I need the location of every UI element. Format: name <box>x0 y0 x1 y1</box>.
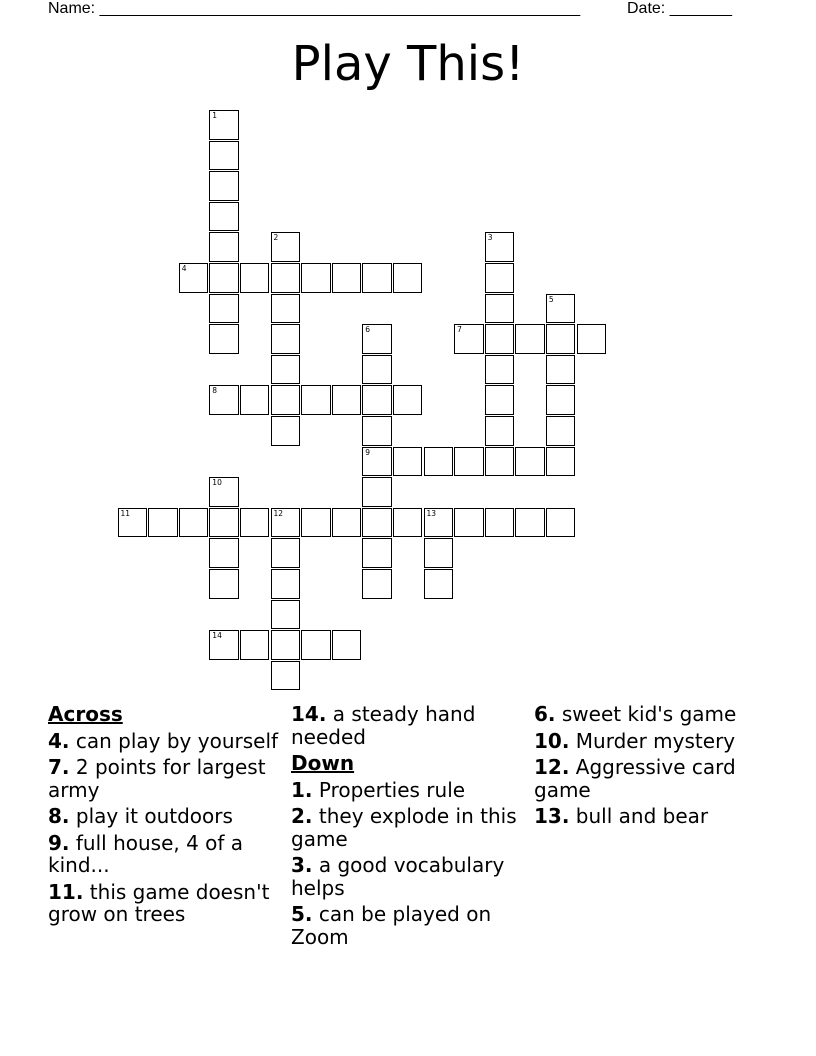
crossword-cell[interactable] <box>209 294 239 324</box>
crossword-cell[interactable] <box>362 477 392 507</box>
crossword-cell[interactable] <box>332 508 362 538</box>
crossword-cell[interactable] <box>485 508 515 538</box>
clue-number-label: 10 <box>212 478 222 488</box>
clue-number: 5. <box>291 902 313 926</box>
down-clue <box>291 779 527 802</box>
down-heading: Down <box>291 751 355 775</box>
crossword-cell[interactable] <box>485 232 515 262</box>
crossword-cell[interactable] <box>301 263 331 293</box>
clue-column-3 <box>534 703 770 832</box>
clue-number-label: 3 <box>487 233 493 243</box>
crossword-cell[interactable] <box>362 324 392 354</box>
clue-text: a good vocabulary helps <box>291 853 505 900</box>
clue-text: Murder mystery <box>575 728 736 753</box>
down-clue <box>291 854 527 899</box>
clue-number: 10. <box>534 728 570 753</box>
down-clue <box>534 805 770 828</box>
across-clue <box>48 730 284 753</box>
crossword-cell[interactable] <box>362 263 392 293</box>
crossword-cell[interactable] <box>454 447 484 477</box>
crossword-cell[interactable] <box>362 508 392 538</box>
crossword-cell[interactable] <box>209 110 239 140</box>
down-clue <box>291 903 527 948</box>
clue-number: 4. <box>48 728 70 753</box>
date-field-label[interactable]: Date: _______ <box>627 0 732 17</box>
crossword-cell[interactable] <box>271 294 301 324</box>
crossword-cell[interactable] <box>424 447 454 477</box>
crossword-cell[interactable] <box>271 355 301 385</box>
crossword-cell[interactable] <box>485 447 515 477</box>
clue-text: Properties rule <box>318 777 466 802</box>
crossword-cell[interactable] <box>515 447 545 477</box>
clue-number-label: 6 <box>365 325 371 335</box>
crossword-cell[interactable] <box>424 508 454 538</box>
across-heading: Across <box>48 702 123 726</box>
crossword-cell[interactable] <box>209 538 239 568</box>
crossword-cell[interactable] <box>546 385 576 415</box>
crossword-cell[interactable] <box>209 232 239 262</box>
clue-text: a steady hand needed <box>291 702 476 749</box>
crossword-cell[interactable] <box>240 263 270 293</box>
crossword-cell[interactable] <box>209 263 239 293</box>
crossword-cell[interactable] <box>577 324 607 354</box>
down-clue <box>534 703 770 726</box>
crossword-cell[interactable] <box>271 661 301 691</box>
down-clue <box>291 805 527 850</box>
clue-text: Aggressive card game <box>534 755 736 802</box>
crossword-cell[interactable] <box>209 569 239 599</box>
clue-text: this game doesn't grow on trees <box>48 879 270 926</box>
crossword-cell[interactable] <box>393 447 423 477</box>
crossword-cell[interactable] <box>301 630 331 660</box>
clue-text: can be played on Zoom <box>291 902 492 949</box>
crossword-cell[interactable] <box>393 385 423 415</box>
crossword-cell[interactable] <box>485 416 515 446</box>
crossword-cell[interactable] <box>271 508 301 538</box>
crossword-cell[interactable] <box>209 324 239 354</box>
clue-number: 9. <box>48 830 70 855</box>
crossword-cell[interactable] <box>209 477 239 507</box>
crossword-cell[interactable] <box>179 508 209 538</box>
clue-number: 13. <box>534 804 570 828</box>
clue-text: full house, 4 of a kind... <box>48 830 244 877</box>
down-clue <box>534 730 770 753</box>
crossword-cell[interactable] <box>546 355 576 385</box>
clue-number-label: 1 <box>212 111 218 120</box>
across-clue <box>48 832 284 877</box>
clue-number-label: 12 <box>273 508 284 518</box>
clue-number-label: 2 <box>273 233 279 243</box>
crossword-cell[interactable] <box>362 416 392 446</box>
clue-number: 12. <box>534 755 570 779</box>
crossword-cell[interactable] <box>362 569 392 599</box>
clue-number: 3. <box>291 853 313 877</box>
crossword-cell[interactable] <box>179 263 209 293</box>
crossword-cell[interactable] <box>209 171 239 201</box>
crossword-cell[interactable] <box>271 263 301 293</box>
crossword-cell[interactable] <box>271 600 301 630</box>
across-clue <box>48 805 284 828</box>
page-title: Play This! <box>291 36 525 92</box>
crossword-cell[interactable] <box>118 508 148 538</box>
clue-column-1 <box>48 703 284 930</box>
clue-column-2 <box>291 703 527 952</box>
crossword-cell[interactable] <box>271 416 301 446</box>
clue-text: they explode in this game <box>291 804 517 851</box>
crossword-cell[interactable] <box>362 355 392 385</box>
crossword-cell[interactable] <box>546 447 576 477</box>
down-clue <box>534 756 770 801</box>
across-clue <box>291 703 527 748</box>
crossword-cell[interactable] <box>485 263 515 293</box>
crossword-cell[interactable] <box>240 385 270 415</box>
clue-number-label: 7 <box>457 325 462 335</box>
clue-number: 11. <box>48 879 84 904</box>
crossword-cell[interactable] <box>485 385 515 415</box>
clue-number-label: 13 <box>426 508 437 518</box>
crossword-cell[interactable] <box>209 385 239 415</box>
clue-text: play it outdoors <box>75 804 233 828</box>
clue-number: 7. <box>48 755 70 779</box>
clue-number-label: 14 <box>212 631 222 641</box>
crossword-cell[interactable] <box>546 294 576 324</box>
clue-number: 8. <box>48 804 70 828</box>
clue-number-label: 4 <box>181 264 187 273</box>
clue-number: 2. <box>291 804 313 828</box>
crossword-cell[interactable] <box>332 630 362 660</box>
crossword-cell[interactable] <box>515 508 545 538</box>
crossword-cell[interactable] <box>209 141 239 171</box>
clue-number: 6. <box>534 702 556 726</box>
crossword-cell[interactable] <box>546 324 576 354</box>
crossword-cell[interactable] <box>546 416 576 446</box>
crossword-cell[interactable] <box>148 508 178 538</box>
clue-number: 1. <box>291 777 313 802</box>
clue-number: 14. <box>291 702 327 726</box>
crossword-cell[interactable] <box>485 355 515 385</box>
name-field-label[interactable]: Name: ______________________________________________________ <box>48 0 581 17</box>
crossword-cell[interactable] <box>515 324 545 354</box>
crossword-cell[interactable] <box>332 385 362 415</box>
crossword-cell[interactable] <box>393 263 423 293</box>
clue-text: 2 points for largest army <box>48 755 266 802</box>
crossword-cell[interactable] <box>240 630 270 660</box>
crossword-cell[interactable] <box>301 385 331 415</box>
crossword-cell[interactable] <box>209 202 239 232</box>
across-clue <box>48 756 284 801</box>
crossword-cell[interactable] <box>209 508 239 538</box>
crossword-cell[interactable] <box>454 324 484 354</box>
clue-number-label: 11 <box>120 508 131 518</box>
crossword-cell[interactable] <box>271 385 301 415</box>
clue-number-label: 5 <box>548 294 554 304</box>
crossword-cell[interactable] <box>271 232 301 262</box>
crossword-cell[interactable] <box>271 569 301 599</box>
clue-text: bull and bear <box>575 804 709 828</box>
crossword-cell[interactable] <box>240 508 270 538</box>
clue-text: can play by yourself <box>75 728 279 753</box>
crossword-cell[interactable] <box>424 569 454 599</box>
crossword-cell[interactable] <box>362 447 392 477</box>
crossword-cell[interactable] <box>332 263 362 293</box>
clue-text: sweet kid's game <box>561 702 737 726</box>
crossword-cell[interactable] <box>485 324 515 354</box>
across-clue <box>48 881 284 926</box>
crossword-cell[interactable] <box>362 538 392 568</box>
crossword-cell[interactable] <box>362 385 392 415</box>
clue-number-label: 8 <box>212 386 218 396</box>
crossword-cell[interactable] <box>271 324 301 354</box>
worksheet-header <box>48 0 768 20</box>
crossword-cell[interactable] <box>301 508 331 538</box>
crossword-cell[interactable] <box>209 630 239 660</box>
crossword-cell[interactable] <box>424 538 454 568</box>
crossword-cell[interactable] <box>454 508 484 538</box>
crossword-cell[interactable] <box>393 508 423 538</box>
crossword-cell[interactable] <box>546 508 576 538</box>
clue-number-label: 9 <box>365 447 371 457</box>
crossword-cell[interactable] <box>485 294 515 324</box>
crossword-cell[interactable] <box>271 630 301 660</box>
crossword-cell[interactable] <box>271 538 301 568</box>
